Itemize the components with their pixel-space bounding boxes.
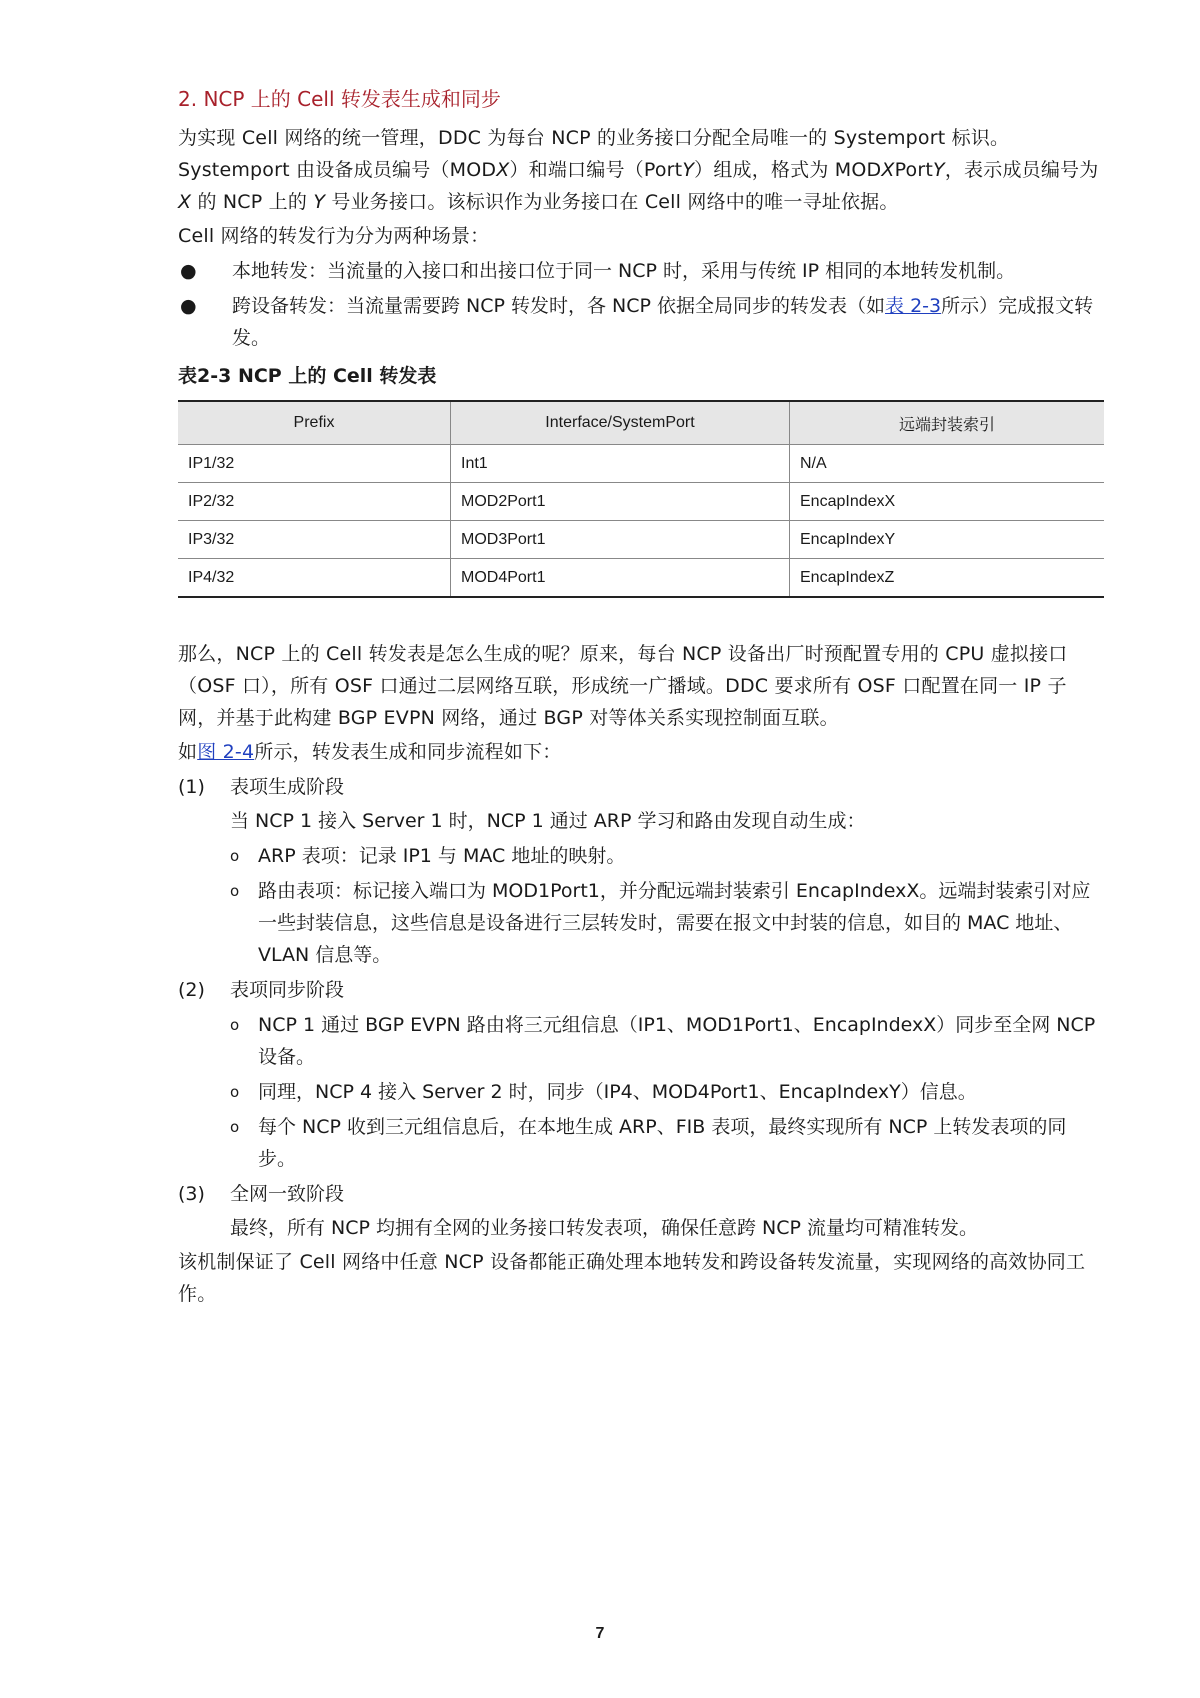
sub-bullet-icon: o xyxy=(230,847,240,865)
var-x: X xyxy=(496,159,510,181)
forwarding-table xyxy=(178,400,1104,598)
var-y: Y xyxy=(313,191,326,213)
sub-item-text: NCP 1 通过 BGP EVPN 路由将三元组信息（IP1、MOD1Port1、EncapIndexX）同步至全网 NCP 设备。 xyxy=(258,1014,1096,1068)
bullet-text-part: 所示）完成报文转发。 xyxy=(232,295,1094,349)
scenario-intro: Cell 网络的转发行为分为两种场景： xyxy=(178,225,490,247)
sub-item xyxy=(178,875,1104,971)
cell-encap-index: EncapIndexX xyxy=(790,483,1105,521)
sub-bullet-icon: o xyxy=(230,882,240,900)
col-header-encap-index: 远端封装索引 xyxy=(790,401,1105,445)
step-2 xyxy=(178,974,1104,1006)
step-title: 全网一致阶段 xyxy=(230,1183,345,1205)
step-title: 表项生成阶段 xyxy=(230,776,345,798)
sub-bullet-icon: o xyxy=(230,1118,240,1136)
var-x: X xyxy=(881,159,895,181)
table-row xyxy=(178,521,1104,559)
spacer xyxy=(178,598,1104,638)
table-row xyxy=(178,445,1104,483)
step-title: 表项同步阶段 xyxy=(230,979,345,1001)
bullet-icon: ● xyxy=(180,260,197,282)
cell-encap-index: N/A xyxy=(790,445,1105,483)
cell-prefix: IP4/32 xyxy=(178,559,451,598)
step-number: (2) xyxy=(178,979,205,1001)
intro-text: 号业务接口。该标识作为业务接口在 Cell 网络中的唯一寻址依据。 xyxy=(325,191,899,213)
sub-bullet-icon: o xyxy=(230,1016,240,1034)
cell-prefix: IP3/32 xyxy=(178,521,451,559)
sub-item-text: 每个 NCP 收到三元组信息后，在本地生成 ARP、FIB 表项，最终实现所有 NCP 上转发表项的同步。 xyxy=(258,1116,1067,1170)
cell-interface: MOD2Port1 xyxy=(451,483,790,521)
intro-text: Port xyxy=(894,159,934,181)
table-ref-link[interactable]: 表 2-3 xyxy=(885,295,942,317)
bullet-text-part: 跨设备转发：当流量需要跨 NCP 转发时，各 NCP 依据全局同步的转发表（如 xyxy=(232,295,886,317)
cell-interface: MOD4Port1 xyxy=(451,559,790,598)
sub-item-text: 同理，NCP 4 接入 Server 2 时，同步（IP4、MOD4Port1、EncapIndexY）信息。 xyxy=(258,1081,977,1103)
var-y: Y xyxy=(933,159,945,181)
bullet-text xyxy=(232,290,1104,354)
cell-prefix: IP2/32 xyxy=(178,483,451,521)
table-row xyxy=(178,483,1104,521)
step-number: (3) xyxy=(178,1183,205,1205)
cell-interface: MOD3Port1 xyxy=(451,521,790,559)
flow-intro-text: 所示，转发表生成和同步流程如下： xyxy=(254,741,562,763)
cell-encap-index: EncapIndexZ xyxy=(790,559,1105,598)
bullet-text: 本地转发：当流量的入接口和出接口位于同一 NCP 时，采用与传统 IP 相同的本地转发机制。 xyxy=(232,260,1016,282)
step-1 xyxy=(178,771,1104,803)
section-heading: 2. NCP 上的 Cell 转发表生成和同步 xyxy=(178,87,501,111)
figure-ref-link[interactable]: 图 2-4 xyxy=(197,741,255,763)
col-header-interface: Interface/SystemPort xyxy=(451,401,790,445)
step-lead: 最终，所有 NCP 均拥有全网的业务接口转发表项，确保任意跨 NCP 流量均可精准转发。 xyxy=(230,1217,979,1239)
step-number: (1) xyxy=(178,776,205,798)
var-x: X xyxy=(178,191,192,213)
bullet-icon: ● xyxy=(180,295,197,317)
cell-interface: Int1 xyxy=(451,445,790,483)
table-header-row xyxy=(178,401,1104,445)
step-3 xyxy=(178,1178,1104,1210)
intro-text: ）组成，格式为 MOD xyxy=(694,159,882,181)
sub-bullet-icon: o xyxy=(230,1083,240,1101)
flow-intro-text: 如 xyxy=(178,741,198,763)
intro-text: 的 NCP 上的 xyxy=(191,191,314,213)
osf-paragraph: 那么，NCP 上的 Cell 转发表是怎么生成的呢？原来，每台 NCP 设备出厂时预配置专用的 CPU 虚拟接口（OSF 口），所有 OSF 口通过二层网络互联，形成统一广播域。DDC 要求所有 OSF 口配置在同一 IP 子网，并基于此构建 BGP EVPN 网络，通过 BGP 对等体关系实现控制面互联。 xyxy=(178,643,1068,729)
intro-text: 为实现 Cell 网络的统一管理，DDC 为每台 NCP 的业务接口分配全局唯一的 Systemport 标识。Systemport 由设备成员编号（MOD xyxy=(178,127,1010,181)
table-row xyxy=(178,559,1104,598)
bullet-local-forwarding xyxy=(178,255,1104,287)
cell-prefix: IP1/32 xyxy=(178,445,451,483)
sub-item xyxy=(178,1076,1104,1108)
cell-encap-index: EncapIndexY xyxy=(790,521,1105,559)
flow-intro-paragraph xyxy=(178,736,1104,768)
sub-item xyxy=(178,1009,1104,1073)
conclusion-paragraph: 该机制保证了 Cell 网络中任意 NCP 设备都能正确处理本地转发和跨设备转发流量，实现网络的高效协同工作。 xyxy=(178,1251,1086,1305)
sub-item xyxy=(178,840,1104,872)
sub-item-text: ARP 表项：记录 IP1 与 MAC 地址的映射。 xyxy=(258,845,626,867)
intro-text: ，表示成员编号为 xyxy=(944,159,1099,181)
var-y: Y xyxy=(682,159,695,181)
intro-paragraph xyxy=(178,122,1104,218)
page-content xyxy=(178,82,1104,1310)
page-number: 7 xyxy=(595,1625,605,1642)
intro-text: ）和端口编号（Port xyxy=(509,159,683,181)
sub-item-text: 路由表项：标记接入端口为 MOD1Port1，并分配远端封装索引 EncapIndexX。远端封装索引对应一些封装信息，这些信息是设备进行三层转发时，需要在报文中封装的信息，如目的 MAC 地址、VLAN 信息等。 xyxy=(258,880,1091,966)
col-header-prefix: Prefix xyxy=(178,401,451,445)
sub-item xyxy=(178,1111,1104,1175)
bullet-cross-device-forwarding xyxy=(178,290,1104,354)
table-caption: 表2-3 NCP 上的 Cell 转发表 xyxy=(178,365,437,387)
step-lead: 当 NCP 1 接入 Server 1 时，NCP 1 通过 ARP 学习和路由发现自动生成： xyxy=(230,810,866,832)
